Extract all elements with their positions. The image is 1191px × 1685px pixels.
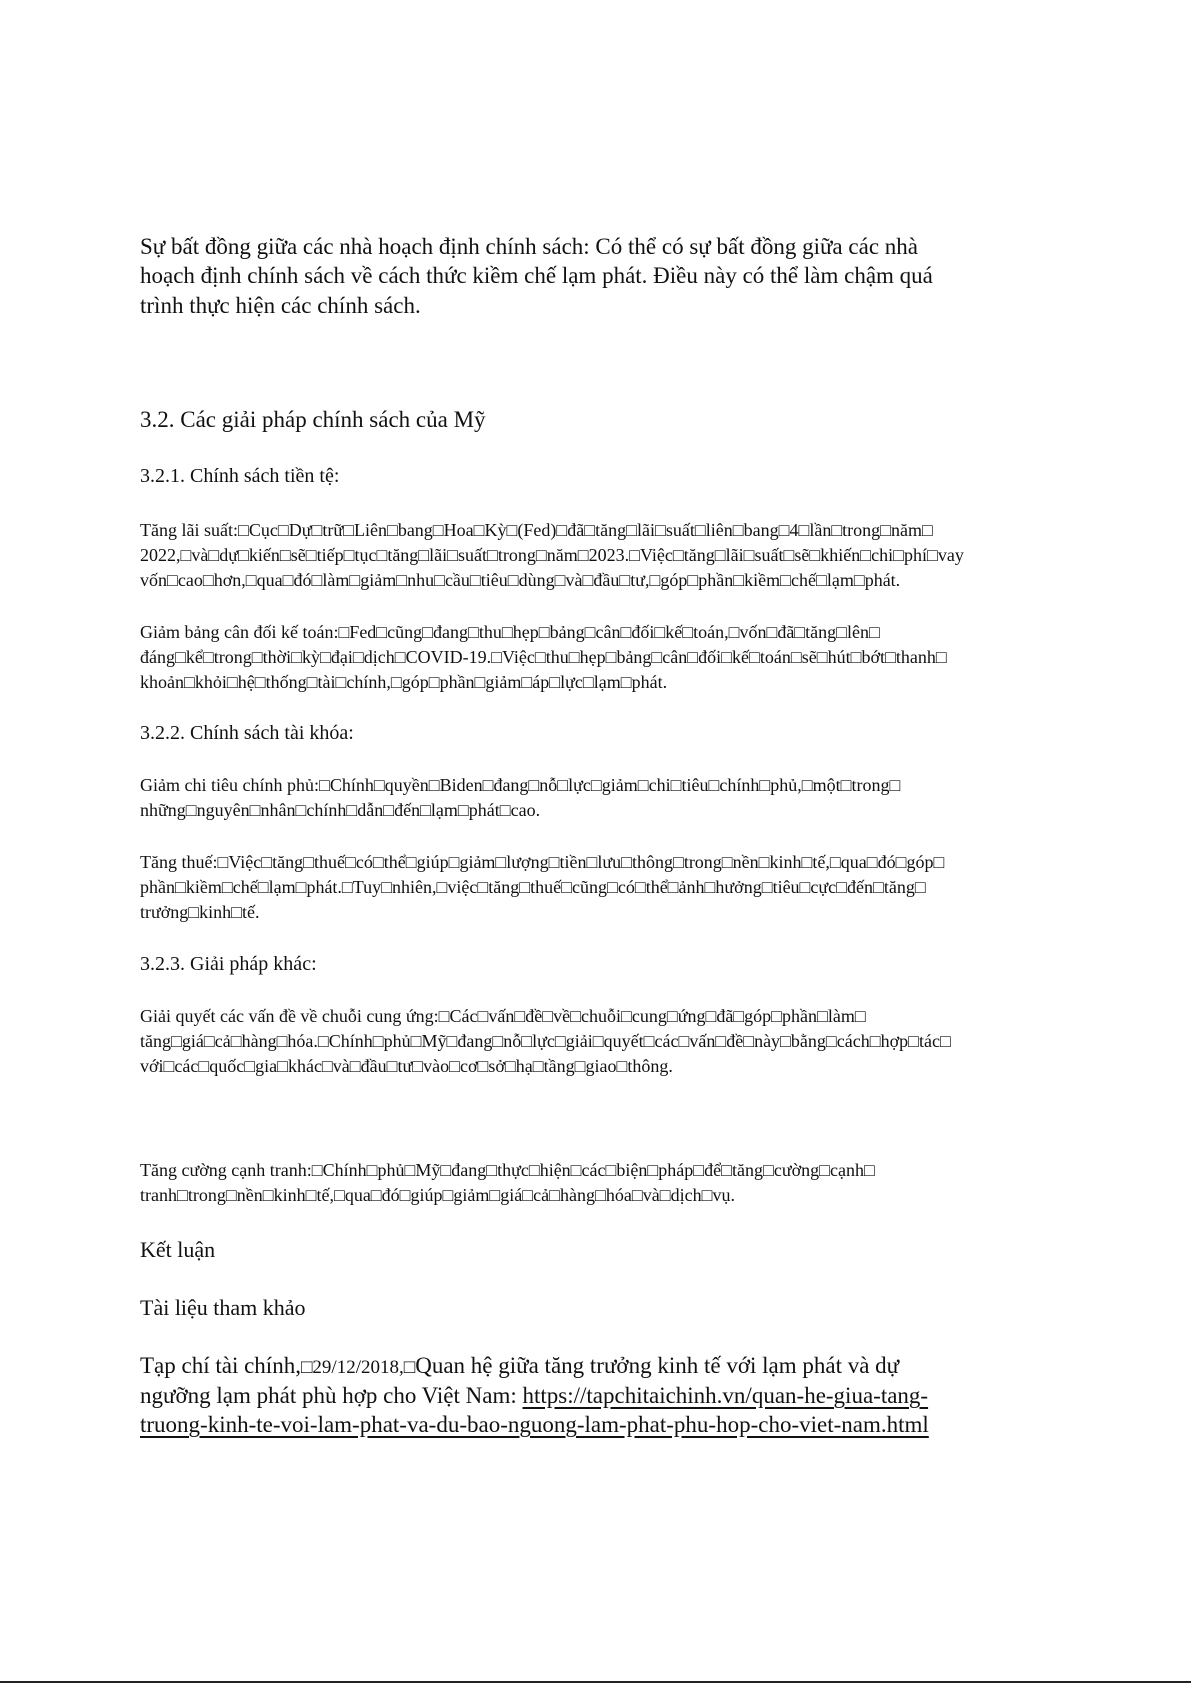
reference-date: □29/12/2018,□ <box>300 1357 416 1378</box>
paragraph-line: những□nguyên□nhân□chính□dẫn□đến□lạm□phát□cao. <box>140 800 541 820</box>
paragraph-line: Tăng thuế:□Việc□tăng□thuế□có□thể□giúp□giảm□lượng□tiền□lưu□thông□trong□nền□kinh□tế,□qua□đó□góp□ <box>140 852 945 872</box>
section-heading: 3.2. Các giải pháp chính sách của Mỹ <box>140 407 486 432</box>
reference-source: Tạp chí tài chính, <box>140 1353 301 1378</box>
paragraph-line: Giải quyết các vấn đề về chuỗi cung ứng:□Các□vấn□đề□về□chuỗi□cung□ứng□đã□góp□phần□làm□ <box>140 1006 866 1026</box>
paragraph-line: Giảm chi tiêu chính phủ:□Chính□quyền□Biden□đang□nỗ□lực□giảm□chi□tiêu□chính□phủ,□một□trong□ <box>140 775 901 795</box>
reference-title: Quan hệ giữa tăng trưởng kinh tế với lạm phát và dự <box>415 1353 900 1378</box>
paragraph-line: phần□kiềm□chế□lạm□phát.□Tuy□nhiên,□việc□tăng□thuế□cũng□có□thể□ảnh□hưởng□tiêu□cực□đến□tăng□ <box>140 877 926 897</box>
reference-line-1 <box>140 1354 899 1377</box>
paragraph-line: 2022,□và□dự□kiến□sẽ□tiếp□tục□tăng□lãi□suất□trong□năm□2023.□Việc□tăng□lãi□suất□sẽ□khiến□chi□phí□vay <box>140 545 964 565</box>
section-heading: Kết luận <box>140 1237 216 1262</box>
subsection-heading: 3.2.2. Chính sách tài khóa: <box>140 722 354 744</box>
paragraph-line: tăng□giá□cả□hàng□hóa.□Chính□phủ□Mỹ□đang□nỗ□lực□giải□quyết□các□vấn□đề□này□bằng□cách□hợp□tác□ <box>140 1031 951 1051</box>
reference-link-cont[interactable]: truong-kinh-te-voi-lam-phat-va-du-bao-nguong-lam-phat-phu-hop-cho-viet-nam.html <box>140 1412 929 1437</box>
paragraph-line: trưởng□kinh□tế. <box>140 902 260 922</box>
paragraph-line: tranh□trong□nền□kinh□tế,□qua□đó□giúp□giảm□giá□cả□hàng□hóa□và□dịch□vụ. <box>140 1185 735 1205</box>
reference-line-2 <box>140 1384 928 1407</box>
page-bottom-rule <box>0 1681 1191 1683</box>
paragraph-line: trình thực hiện các chính sách. <box>140 293 421 318</box>
paragraph-line: Tăng lãi suất:□Cục□Dự□trữ□Liên□bang□Hoa□Kỳ□(Fed)□đã□tăng□lãi□suất□liên□bang□4□lần□trong□năm□ <box>140 520 933 540</box>
reference-title-cont: ngưỡng lạm phát phù hợp cho Việt Nam: <box>140 1383 523 1408</box>
reference-link[interactable]: https://tapchitaichinh.vn/quan-he-giua-tang- <box>522 1383 929 1408</box>
paragraph-line: đáng□kể□trong□thời□kỳ□đại□dịch□COVID-19.□Việc□thu□hẹp□bảng□cân□đối□kế□toán□sẽ□hút□bớt□thanh□ <box>140 647 947 667</box>
subsection-heading: 3.2.3. Giải pháp khác: <box>140 953 317 975</box>
paragraph-line: hoạch định chính sách về cách thức kiềm chế lạm phát. Điều này có thể làm chậm quá <box>140 263 933 288</box>
paragraph-line: vốn□cao□hơn,□qua□đó□làm□giảm□nhu□cầu□tiêu□dùng□và□đầu□tư,□góp□phần□kiềm□chế□lạm□phát. <box>140 570 901 590</box>
paragraph-line: Tăng cường cạnh tranh:□Chính□phủ□Mỹ□đang□thực□hiện□các□biện□pháp□để□tăng□cường□cạnh□ <box>140 1160 875 1180</box>
reference-line-3 <box>140 1413 929 1436</box>
paragraph-line: Sự bất đồng giữa các nhà hoạch định chính sách: Có thể có sự bất đồng giữa các nhà <box>140 234 918 259</box>
section-heading: Tài liệu tham khảo <box>140 1295 306 1320</box>
subsection-heading: 3.2.1. Chính sách tiền tệ: <box>140 465 340 487</box>
paragraph-line: Giảm bảng cân đối kế toán:□Fed□cũng□đang□thu□hẹp□bảng□cân□đối□kế□toán,□vốn□đã□tăng□lên□ <box>140 622 880 642</box>
paragraph-line: với□các□quốc□gia□khác□và□đầu□tư□vào□cơ□sở□hạ□tầng□giao□thông. <box>140 1056 673 1076</box>
paragraph-line: khoản□khỏi□hệ□thống□tài□chính,□góp□phần□giảm□áp□lực□lạm□phát. <box>140 672 668 692</box>
